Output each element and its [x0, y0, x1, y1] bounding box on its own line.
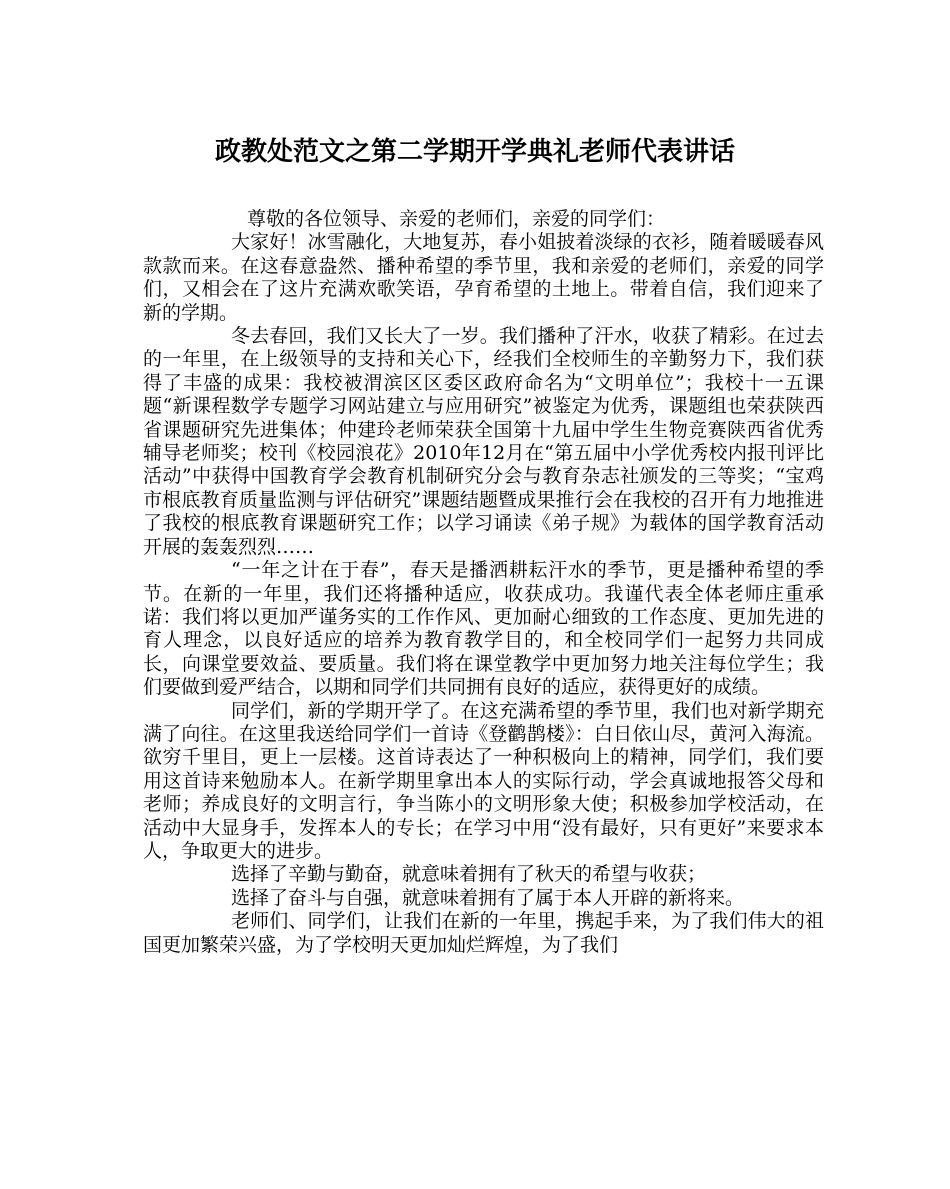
- paragraph-commitment: “一年之计在于春”，春天是播洒耕耘汗水的季节，更是播种希望的季节。在新的一年里，我们还将播种适应，收获成功。我谨代表全体老师庄重承诺：我们将以更加严谨务实的工作作风、更加耐心细致的工作态度、更加先进的育人理念，以良好适应的培养为教育教学目的，和全校同学们一起努力共同成长，向课堂要效益、要质量。我们将在课堂教学中更加努力地关注每位学生；我们要做到爱严结合，以期和同学们共同拥有良好的适应，获得更好的成绩。: [143, 559, 824, 699]
- document-title: 政教处范文之第二学期开学典礼老师代表讲话: [214, 137, 735, 167]
- paragraph-choice-diligence: 选择了辛勤与勤奋，就意味着拥有了秋天的希望与收获；: [231, 863, 707, 886]
- paragraph-closing: 老师们、同学们，让我们在新的一年里，携起手来，为了我们伟大的祖国更加繁荣兴盛，为了学校明天更加灿烂辉煌，为了我们: [143, 910, 824, 956]
- paragraph-greeting: 大家好！冰雪融化，大地复苏，春小姐披着淡绿的衣衫，随着暖暖春风款款而来。在这春意盎然、播种希望的季节里，我和亲爱的老师们，亲爱的同学们，又相会在了这片充满欢歌笑语，孕育希望的土地上。带着自信，我们迎来了新的学期。: [143, 231, 824, 324]
- paragraph-students: 同学们，新的学期开学了。在这充满希望的季节里，我们也对新学期充满了向往。在这里我送给同学们一首诗《登鹳鹊楼》：白日依山尽，黄河入海流。欲穷千里目，更上一层楼。这首诗表达了一种积极向上的精神，同学们，我们要用这首诗来勉励本人。在新学期里拿出本人的实际行动，学会真诚地报答父母和老师；养成良好的文明言行，争当陈小的文明形象大使；积极参加学校活动，在活动中大显身手，发挥本人的专长；在学习中用“没有最好，只有更好”来要求本人，争取更大的进步。: [143, 699, 824, 862]
- paragraph-choice-striving: 选择了奋斗与自强，就意味着拥有了属于本人开辟的新将来。: [231, 886, 745, 909]
- document-body: [143, 208, 824, 957]
- salutation: 尊敬的各位领导、亲爱的老师们，亲爱的同学们：: [247, 208, 666, 230]
- paragraph-achievements: 冬去春回，我们又长大了一岁。我们播种了汗水，收获了精彩。在过去的一年里，在上级领导的支持和关心下，经我们全校师生的辛勤努力下，我们获得了丰盛的成果：我校被渭滨区区委区政府命名为“文明单位”；我校十一五课题“新课程数学专题学习网站建立与应用研究”被鉴定为优秀，课题组也荣获陕西省课题研究先进集体；仲建玲老师荣获全国第十九届中学生生物竞赛陕西省优秀辅导老师奖；校刊《校园浪花》2010年12月在“第五届中小学优秀校内报刊评比活动”中获得中国教育学会教育机制研究分会与教育杂志社颁发的三等奖；“宝鸡市根底教育质量监测与评估研究”课题结题暨成果推行会在我校的召开有力地推进了我校的根底教育课题研究工作；以学习诵读《弟子规》为载体的国学教育活动开展的轰轰烈烈……: [143, 325, 824, 558]
